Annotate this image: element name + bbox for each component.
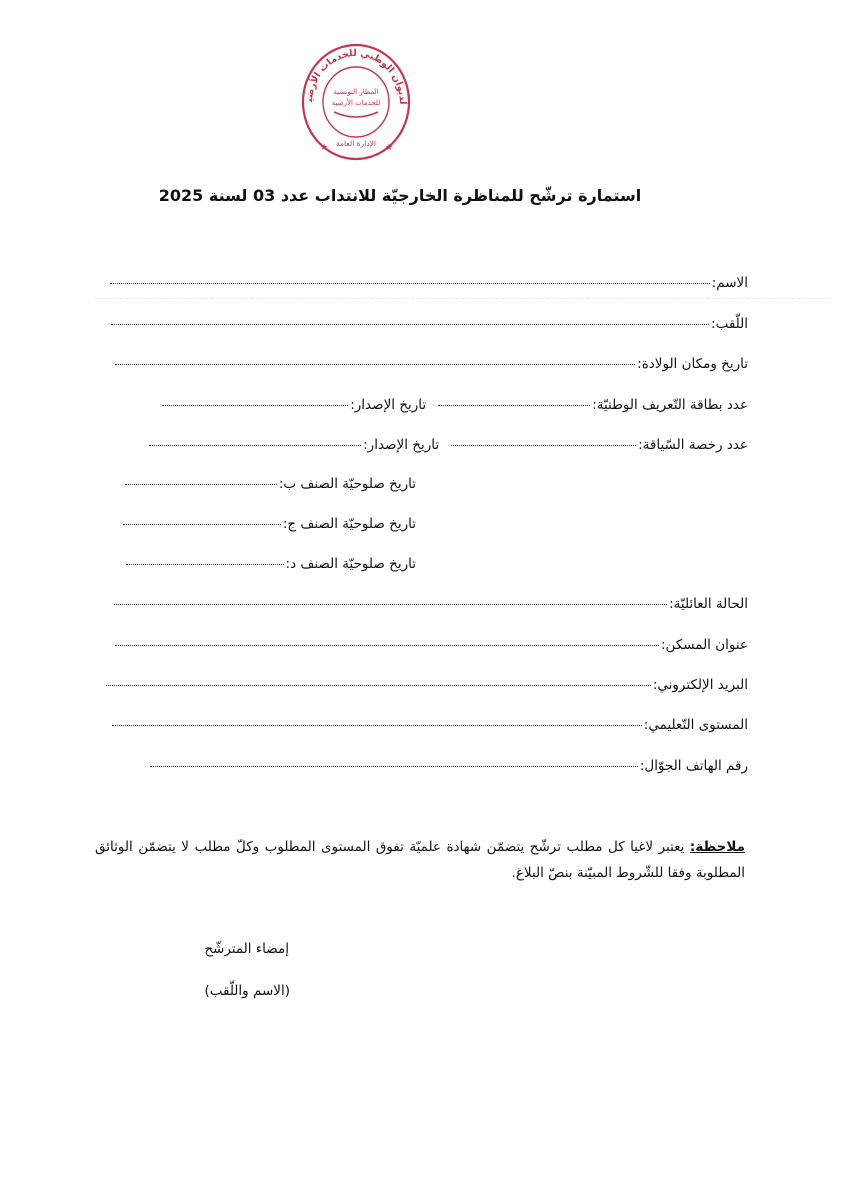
field-license-issue-label: تاريخ الإصدار: — [363, 437, 440, 453]
field-validity-c-label: تاريخ صلوحيّة الصنف ج: — [282, 516, 416, 532]
faint-divider — [95, 298, 830, 299]
field-address-input-line[interactable] — [115, 645, 659, 646]
field-name-input-line[interactable] — [110, 283, 710, 284]
field-surname-input-line[interactable] — [111, 324, 709, 325]
stamp-sub-text: الإدارة العامة — [335, 139, 377, 148]
stamp-ring-text: لديوان الوطني للخدمات الأرضية — [304, 47, 409, 105]
field-validity-c-input-line[interactable] — [123, 524, 281, 525]
field-marital-label: الحالة العائليّة: — [669, 596, 748, 612]
field-phone — [150, 758, 748, 774]
field-address-label: عنوان المسكن: — [660, 637, 748, 653]
field-birth-label: تاريخ ومكان الولادة: — [637, 356, 748, 372]
field-validity-b-input-line[interactable] — [125, 484, 277, 485]
stamp-star-icon: ★ — [385, 143, 394, 153]
field-marital-input-line[interactable] — [114, 604, 667, 605]
field-phone-input-line[interactable] — [150, 766, 638, 767]
field-validity-d — [126, 556, 416, 572]
field-license — [149, 437, 748, 453]
field-email-label: البريد الإلكتروني: — [652, 677, 748, 693]
official-stamp — [300, 42, 412, 162]
field-license-issue-input-line[interactable] — [149, 445, 361, 446]
signature-name-hint: (الاسم واللّقب) — [204, 983, 290, 999]
field-validity-c — [123, 516, 416, 532]
field-email-input-line[interactable] — [106, 685, 651, 686]
form-title — [0, 186, 848, 205]
field-id-issue-input-line[interactable] — [162, 405, 348, 406]
field-education — [112, 717, 748, 733]
field-validity-d-input-line[interactable] — [126, 564, 284, 565]
note-label: ملاحظة: — [689, 839, 745, 855]
field-license-input-line[interactable] — [451, 445, 636, 446]
field-id-card-label: عدد بطاقة التّعريف الوطنيّة: — [592, 397, 748, 413]
field-validity-d-label: تاريخ صلوحيّة الصنف د: — [285, 556, 416, 572]
field-surname-label: اللّقب: — [711, 316, 748, 332]
field-license-label: عدد رخصة السّياقة: — [638, 437, 748, 453]
field-id-card — [162, 397, 748, 413]
field-name — [110, 275, 748, 291]
stamp-org-line-2: للخدمات الأرضية — [331, 99, 381, 107]
field-birth — [115, 356, 748, 372]
field-id-issue-label: تاريخ الإصدار: — [350, 397, 427, 413]
field-id-card-input-line[interactable] — [438, 405, 590, 406]
stamp-org-line-1: المطار التونسية — [333, 88, 379, 96]
field-marital — [114, 596, 748, 612]
signature-label: إمضاء المترشّح — [204, 941, 289, 957]
field-validity-b-label: تاريخ صلوحيّة الصنف ب: — [278, 476, 416, 492]
note-paragraph — [95, 834, 745, 886]
field-education-label: المستوى التّعليمي: — [643, 717, 748, 733]
stamp-star-icon: ★ — [320, 143, 329, 153]
field-validity-b — [125, 476, 416, 492]
field-name-label: الاسم: — [711, 275, 748, 291]
field-education-input-line[interactable] — [112, 725, 642, 726]
field-birth-input-line[interactable] — [115, 364, 635, 365]
note-text: يعتبر لاغيا كل مطلب ترشّح يتضمّن شهادة علميّة تفوق المستوى المطلوب وكلّ مطلب لا يتضمّن الوثائق المطلوبة وفقا للشّروط المبيّنة بنصّ البلاغ. — [95, 839, 745, 881]
field-phone-label: رقم الهاتف الجوّال: — [639, 758, 748, 774]
form-title-text: استمارة ترشّح للمناظرة الخارجيّة للانتداب عدد 03 لسنة 2025 — [158, 186, 642, 205]
field-email — [106, 677, 748, 693]
field-address — [115, 637, 748, 653]
field-surname — [111, 316, 748, 332]
